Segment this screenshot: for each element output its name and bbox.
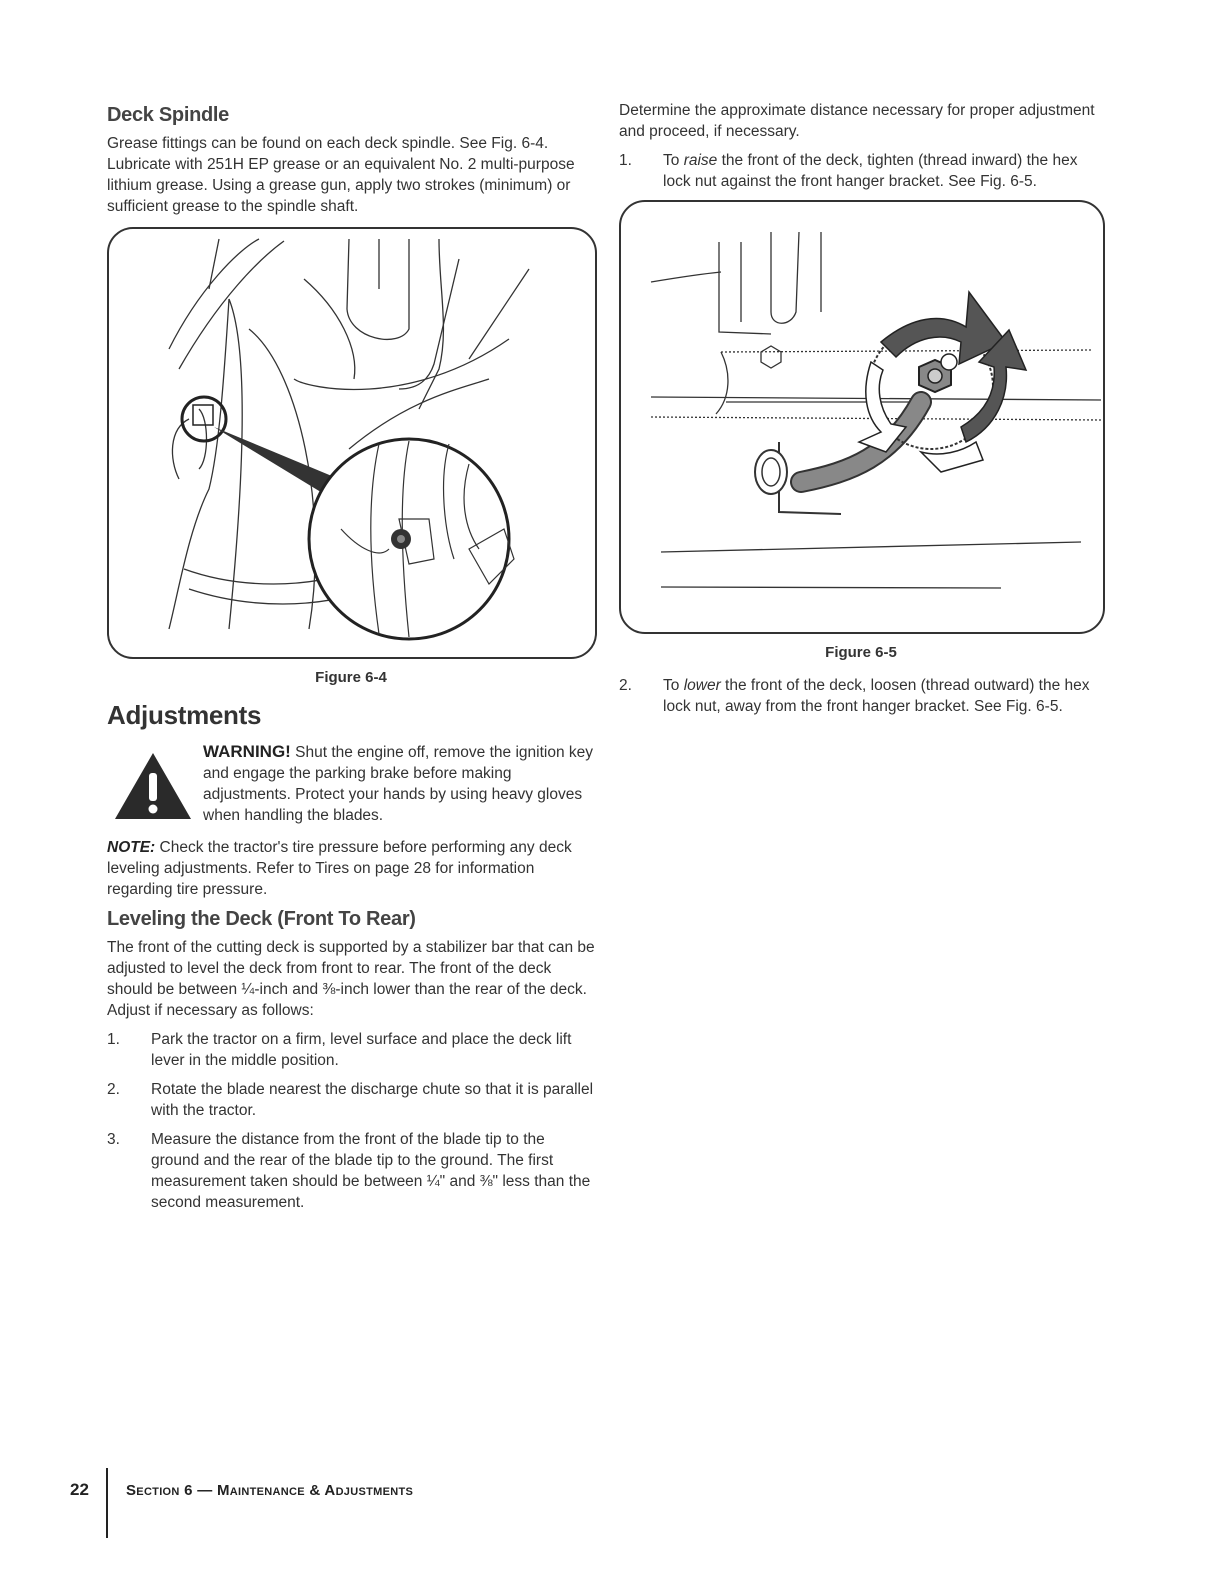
leveling-heading: Leveling the Deck (Front To Rear): [107, 908, 416, 930]
step-emphasis: raise: [683, 152, 718, 169]
warning-block: [107, 741, 595, 829]
deck-spindle-illustration: [109, 229, 595, 657]
left-column: [107, 100, 595, 1221]
hex-nut-illustration: [621, 202, 1103, 632]
figure-6-4: [107, 227, 597, 659]
step-text: Park the tractor on a firm, level surface and place the deck lift lever in the middle position.: [151, 1031, 572, 1069]
adjustments-heading: Adjustments: [107, 700, 262, 730]
step-pre: To: [663, 677, 684, 694]
step-pre: To: [663, 152, 684, 169]
leveling-body: The front of the cutting deck is supported by a stabilizer bar that can be adjusted to level the deck from front to rear. The front of the deck should be between ¼-inch and ⅜-inch lower than the rear of the deck. Adjust if necessary as follows:: [107, 939, 595, 1019]
right-steps-a: [619, 150, 1103, 192]
warning-triangle-icon: [113, 751, 193, 821]
figure-6-4-caption: Figure 6-4: [315, 669, 387, 686]
right-intro: Determine the approximate distance necessary for proper adjustment and proceed, if necessary.: [619, 102, 1095, 140]
step-number: 3.: [107, 1131, 120, 1148]
section-title: [126, 1482, 413, 1499]
warning-text: [203, 741, 595, 826]
step-post: the front of the deck, loosen (thread outward) the hex lock nut, away from the front hanger bracket. See Fig. 6-5.: [663, 677, 1090, 715]
right-column: [619, 100, 1103, 725]
warning-body: Shut the engine off, remove the ignition key and engage the parking brake before making adjustments. Protect your hands by using heavy gloves when handling the blades.: [203, 744, 593, 824]
step-number: 1.: [107, 1031, 120, 1048]
note-label: NOTE:: [107, 839, 156, 856]
note-body: Check the tractor's tire pressure before performing any deck leveling adjustments. Refer to Tires on page 28 for information regarding tire pressure.: [107, 839, 572, 898]
step-text: Rotate the blade nearest the discharge chute so that it is parallel with the tractor.: [151, 1081, 594, 1119]
note-text: [107, 837, 595, 900]
page-number: 22: [70, 1480, 89, 1499]
list-item: [107, 1129, 595, 1213]
step-text: Measure the distance from the front of the blade tip to the ground and the rear of the blade tip to the ground. The first measurement taken should be between ¼" and ⅜" less than the second measurement.: [151, 1131, 591, 1211]
list-item: [619, 150, 1103, 192]
figure-6-5-caption: Figure 6-5: [825, 644, 897, 661]
figure-6-5: [619, 200, 1105, 634]
step-post: the front of the deck, tighten (thread inward) the hex lock nut against the front hanger bracket. See Fig. 6-5.: [663, 152, 1078, 190]
section-name: Maintenance & Adjustments: [217, 1482, 414, 1499]
warning-label: WARNING!: [203, 742, 291, 761]
step-number: 2.: [619, 677, 632, 694]
deck-spindle-body: Grease fittings can be found on each deck spindle. See Fig. 6-4. Lubricate with 251H EP grease or an equivalent No. 2 multi-purpose lithium grease. Using a grease gun, apply two strokes (minimum) or sufficient grease to the spindle shaft.: [107, 135, 575, 215]
footer-divider: [106, 1468, 108, 1538]
right-steps-b: [619, 675, 1103, 717]
page-footer: [70, 1468, 413, 1538]
step-number: 1.: [619, 152, 632, 169]
list-item: [107, 1029, 595, 1071]
leveling-steps: [107, 1029, 595, 1213]
list-item: [107, 1079, 595, 1121]
list-item: [619, 675, 1103, 717]
step-emphasis: lower: [683, 677, 721, 694]
deck-spindle-heading: Deck Spindle: [107, 104, 229, 126]
step-number: 2.: [107, 1081, 120, 1098]
section-prefix: Section 6 —: [126, 1482, 218, 1499]
